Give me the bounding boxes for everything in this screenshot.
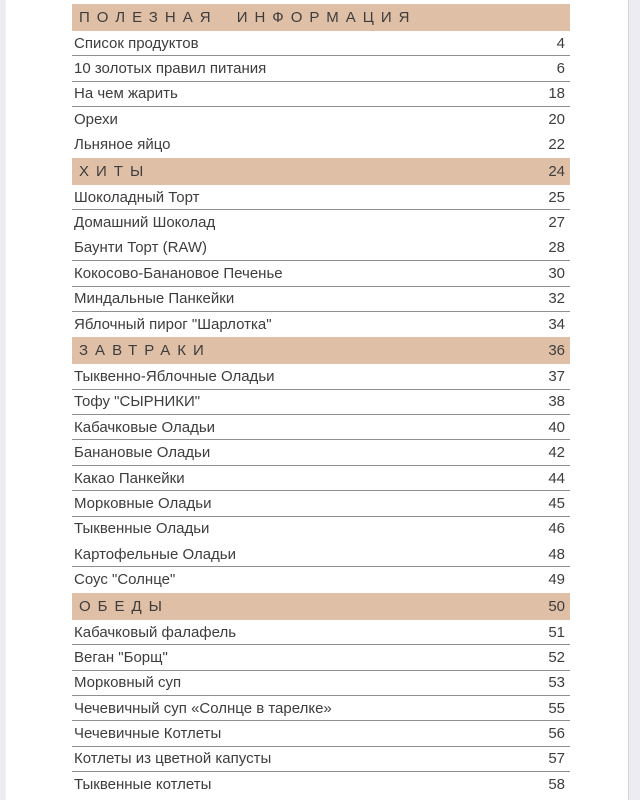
toc-entry-page-number: 38: [548, 393, 565, 411]
toc-entry-page-number: 32: [548, 290, 565, 308]
section-header: [72, 593, 570, 620]
toc-entry: [72, 364, 570, 389]
toc-entry: [72, 440, 570, 465]
toc-entry-page-number: 58: [548, 775, 565, 793]
toc-entry-title: Веган "Борщ": [74, 648, 168, 666]
toc-entry: [72, 210, 570, 235]
toc-entry-page-number: 37: [548, 367, 565, 385]
toc-entry: [72, 185, 570, 210]
toc-entry: [72, 261, 570, 286]
toc-entry-title: Какао Панкейки: [74, 469, 185, 487]
toc-entry-title: Чечевичный суп «Солнце в тарелке»: [74, 699, 332, 717]
toc-entry-page-number: 49: [548, 571, 565, 589]
toc-entry: [72, 56, 570, 81]
toc-entry-title: Тофу "СЫРНИКИ": [74, 393, 201, 411]
toc-entry-page-number: 18: [548, 85, 565, 103]
book-page: [5, 0, 629, 800]
toc-entry: [72, 133, 570, 158]
toc-entry-title: Орехи: [74, 110, 118, 128]
toc-entry-title: Тыквенные Оладьи: [74, 520, 210, 538]
toc-entry: [72, 542, 570, 567]
toc-entry-page-number: 56: [548, 725, 565, 743]
toc-entry-title: Кабачковые Оладьи: [74, 418, 216, 436]
toc-entry-title: Чечевичные Котлеты: [74, 725, 222, 743]
toc-entry-page-number: 22: [548, 136, 565, 154]
toc-entry-page-number: 34: [548, 315, 565, 333]
toc-entry: [72, 645, 570, 670]
toc-entry-page-number: 57: [548, 750, 565, 768]
section-header: [72, 158, 570, 185]
toc-entry-title: Морковный суп: [74, 674, 182, 692]
toc-entry: [72, 107, 570, 132]
toc-entry-title: Соус "Солнце": [74, 571, 176, 589]
section-header: [72, 4, 570, 31]
toc-entry-title: Льняное яйцо: [74, 136, 171, 154]
section-title: ЗАВТРАКИ: [79, 342, 211, 360]
toc-entry-page-number: 28: [548, 239, 565, 257]
toc-entry-title: Кокосово-Банановое Печенье: [74, 264, 283, 282]
toc-entry: [72, 721, 570, 746]
toc-entry-title: Тыквенно-Яблочные Оладьи: [74, 367, 275, 385]
toc-entry-title: Баунти Торт (RAW): [74, 239, 208, 257]
toc-entry-title: Картофельные Оладьи: [74, 545, 237, 563]
toc-entry-title: Шоколадный Торт: [74, 188, 200, 206]
section-page-number: 36: [548, 342, 565, 360]
toc-entry-page-number: 55: [548, 699, 565, 717]
toc-entry-title: Яблочный пирог "Шарлотка": [74, 315, 272, 333]
toc-entry: [72, 82, 570, 107]
toc-entry: [72, 696, 570, 721]
toc-entry: [72, 312, 570, 337]
toc-entry-page-number: 48: [548, 545, 565, 563]
toc-entry: [72, 747, 570, 772]
toc-entry-title: Банановые Оладьи: [74, 444, 211, 462]
section-title: ОБЕДЫ: [79, 597, 169, 615]
toc-entry: [72, 236, 570, 261]
toc-entry: [72, 31, 570, 56]
toc-entry-page-number: 45: [548, 494, 565, 512]
toc-entry: [72, 415, 570, 440]
toc-entry-title: Домашний Шоколад: [74, 214, 216, 232]
toc-entry-page-number: 42: [548, 444, 565, 462]
toc-entry-page-number: 4: [556, 34, 565, 52]
toc-entry: [72, 620, 570, 645]
toc-entry-title: 10 золотых правил питания: [74, 60, 267, 78]
toc-entry: [72, 491, 570, 516]
toc-entry-page-number: 53: [548, 674, 565, 692]
toc-entry-page-number: 6: [556, 60, 565, 78]
section-title: ХИТЫ: [79, 162, 151, 180]
section-header: [72, 337, 570, 364]
toc-entry-title: На чем жарить: [74, 85, 178, 103]
section-page-number: 24: [548, 162, 565, 180]
toc-entry: [72, 466, 570, 491]
toc-entry-title: Тыквенные котлеты: [74, 775, 212, 793]
toc-entry-page-number: 46: [548, 520, 565, 538]
toc-entry-page-number: 51: [548, 623, 565, 641]
toc-entry-title: Миндальные Панкейки: [74, 290, 235, 308]
section-page-number: 50: [548, 597, 565, 615]
table-of-contents: [72, 4, 570, 798]
toc-entry: [72, 671, 570, 696]
toc-entry-page-number: 52: [548, 648, 565, 666]
toc-entry-page-number: 40: [548, 418, 565, 436]
toc-entry-title: Морковные Оладьи: [74, 494, 212, 512]
toc-entry: [72, 390, 570, 415]
toc-entry-page-number: 25: [548, 188, 565, 206]
toc-entry-title: Котлеты из цветной капусты: [74, 750, 272, 768]
toc-entry-page-number: 20: [548, 110, 565, 128]
section-title: ПОЛЕЗНАЯ ИНФОРМАЦИЯ: [79, 9, 417, 26]
toc-entry-page-number: 27: [548, 214, 565, 232]
toc-entry: [72, 517, 570, 542]
toc-entry-title: Список продуктов: [74, 34, 199, 52]
toc-entry: [72, 287, 570, 312]
toc-entry-page-number: 44: [548, 469, 565, 487]
toc-entry: [72, 567, 570, 592]
toc-entry-page-number: 30: [548, 264, 565, 282]
toc-entry-title: Кабачковый фалафель: [74, 623, 237, 641]
toc-entry: [72, 772, 570, 797]
